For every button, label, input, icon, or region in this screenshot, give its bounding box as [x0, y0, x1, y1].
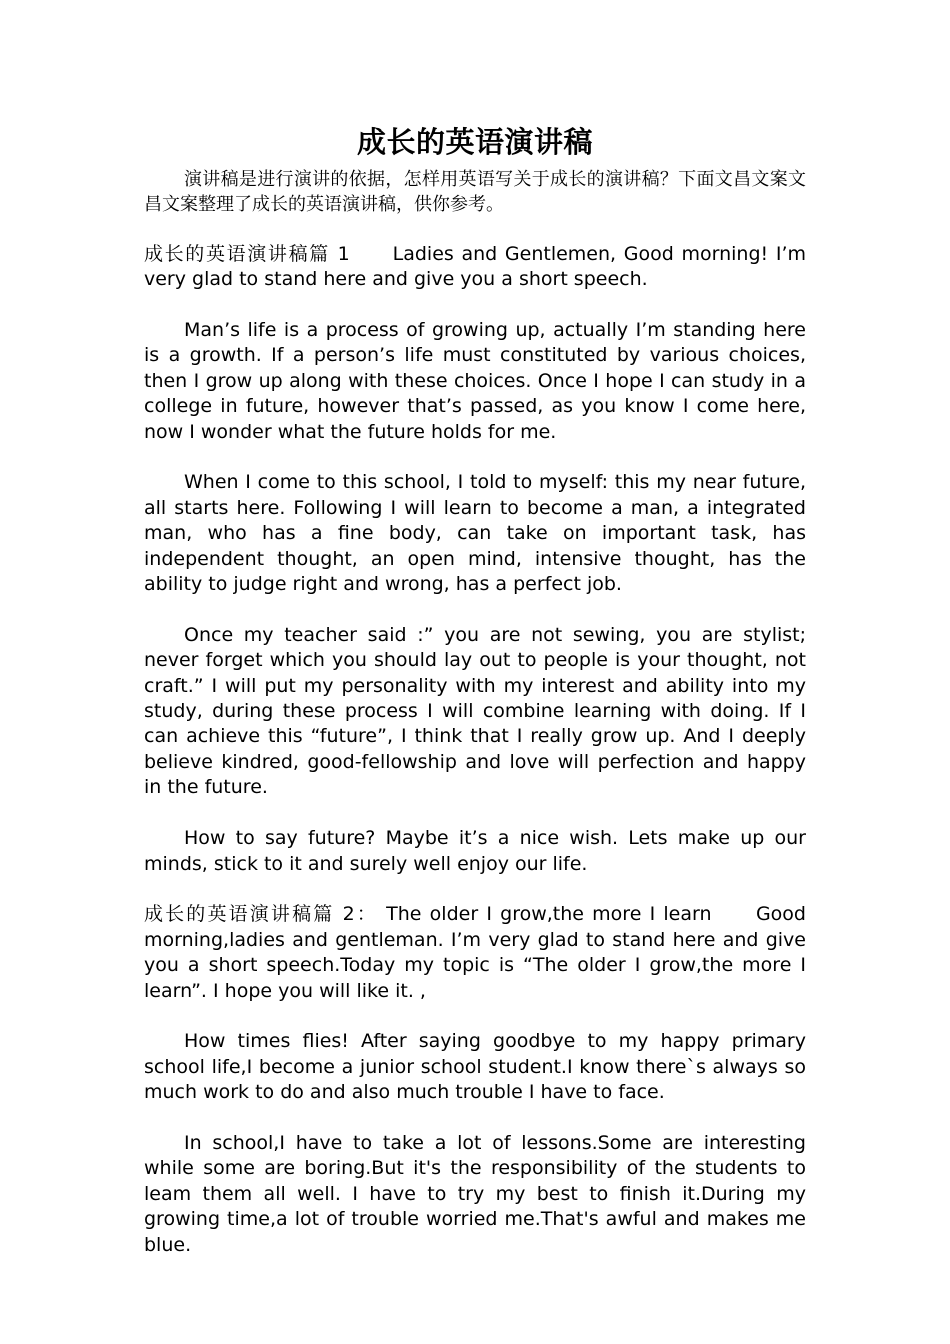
paragraph-spacer — [144, 877, 806, 902]
paragraph-spacer — [144, 801, 806, 826]
paragraph-spacer — [144, 218, 806, 242]
paragraph-spacer — [144, 445, 806, 470]
body-paragraph: Once my teacher said :” you are not sewing, you are stylist; never forget which you should lay out to people is your thought, not craft.” I will put my personality with my interest and ability into my study, during these process I will combine learning with doing. If I can achieve this “future”, I think that I really grow up. And I deeply believe kindred, good-fellowship and love will perfection and happy in the future. — [144, 623, 806, 799]
body-paragraph: How times flies! After saying goodbye to my happy primary school life,I become a junior school student.I know there`s always so much work to do and also much trouble I have to face. — [144, 1030, 806, 1104]
body-paragraph: Man’s life is a process of growing up, actually I’m standing here is a growth. If a person’s life must constituted by various choices, then I grow up along with these choices. Once I hope I can study in a college in future, however that’s passed, as you know I come here, now I wonder what the future holds for me. — [144, 319, 806, 443]
paragraph-spacer — [144, 1106, 806, 1131]
body-paragraph: How to say future? Maybe it’s a nice wish. Lets make up our minds, stick to it and surely well enjoy our life. — [144, 827, 806, 875]
body-paragraph: When I come to this school, I told to myself: this my near future, all starts here. Following I will learn to become a man, a integrated man, who has a fine body, can take on important task, has independent thought, an open mind, intensive thought, has the ability to judge right and wrong, has a perfect job. — [144, 471, 806, 596]
document-body — [144, 120, 806, 1258]
document-title: 成长的英语演讲稿 — [356, 125, 593, 159]
speech-1-opening-paragraph: 成长的英语演讲稿篇 1 Ladies and Gentlemen, Good morning! I’m very glad to stand here and give you a short speech. — [144, 242, 806, 291]
intro-paragraph: 演讲稿是进行演讲的依据，怎样用英语写关于成长的演讲稿？下面文昌文案文昌文案整理了成长的英语演讲稿，供你参考。 — [144, 169, 806, 216]
paragraph-spacer — [144, 597, 806, 622]
body-paragraph: In school,I have to take a lot of lessons.Some are interesting while some are boring.But it's the responsibility of the students to leam them all well. I have to try my best to finish it.During my growing time,a lot of trouble worried me.That's awful and makes me blue. — [144, 1131, 806, 1256]
paragraph-spacer — [144, 1004, 806, 1029]
speech-2-opening-paragraph: 成长的英语演讲稿篇 2： The older I grow,the more I learn Good morning,ladies and gentleman. I’m very glad to stand here and give you a short speech.Today my topic is “The older I grow,the more I learn”. I hope you will like it. , — [144, 903, 806, 1002]
paragraph-spacer — [144, 293, 806, 318]
